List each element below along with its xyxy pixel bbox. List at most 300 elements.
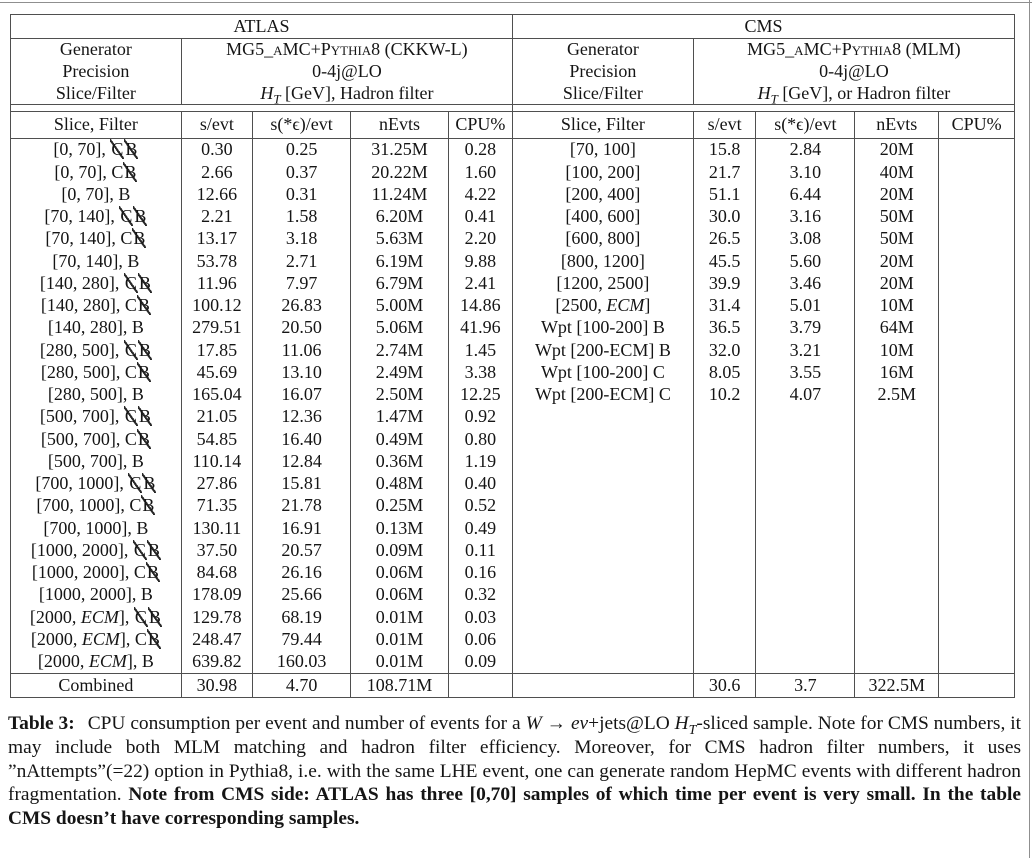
cell-cpu-pct: 0.03 bbox=[464, 606, 497, 627]
cell-empty bbox=[939, 406, 1014, 428]
cell-empty bbox=[513, 517, 693, 539]
atlas-meta-label-2: Slice/Filter bbox=[11, 82, 181, 104]
cell-cpu-pct bbox=[939, 161, 1014, 183]
cms-combined-row bbox=[513, 673, 1014, 697]
cell-slice-filter: [700, 1000], CB bbox=[11, 495, 181, 517]
cell-s-eps-evt: 26.83 bbox=[252, 295, 350, 317]
cell-nevts: 0.48M bbox=[351, 473, 449, 495]
cell-cpu-pct: 14.86 bbox=[460, 295, 501, 316]
cell-slice-filter: [280, 500], B bbox=[11, 384, 181, 406]
cell-slice-filter: [800, 1200] bbox=[513, 250, 693, 272]
cms-empty-row bbox=[513, 539, 1014, 561]
atlas-table-row bbox=[11, 138, 512, 161]
cell-empty bbox=[939, 606, 1014, 628]
cell-slice-filter: [2500, ECM] bbox=[513, 295, 693, 317]
cell-s-evt: 39.9 bbox=[693, 272, 756, 294]
cell-cpu-pct bbox=[939, 339, 1014, 361]
cell-nevts: 20.22M bbox=[351, 161, 449, 183]
atlas-col-header-4: CPU% bbox=[448, 111, 512, 138]
cms-meta-label-2: Slice/Filter bbox=[513, 82, 693, 104]
cell-empty bbox=[693, 450, 756, 472]
cell-empty bbox=[756, 628, 855, 650]
atlas-col-header-3: nEvts bbox=[351, 111, 449, 138]
page-frame-right-line bbox=[1029, 0, 1030, 858]
cell-s-eps-evt: 5.01 bbox=[756, 295, 855, 317]
cell-s-eps-evt: 3.46 bbox=[756, 272, 855, 294]
cell-s-eps-evt: 15.81 bbox=[252, 473, 350, 495]
cell-empty bbox=[756, 406, 855, 428]
cell-empty bbox=[855, 406, 939, 428]
cell-cpu-pct bbox=[939, 228, 1014, 250]
cell-nevts: 20M bbox=[855, 250, 939, 272]
cms-table-row bbox=[513, 384, 1014, 406]
cms-table-row bbox=[513, 228, 1014, 250]
atlas-table-row bbox=[11, 628, 512, 650]
atlas-table-row bbox=[11, 228, 512, 250]
cell-nevts: 0.01M bbox=[351, 651, 449, 674]
cms-table-row bbox=[513, 161, 1014, 183]
cell-nevts: 64M bbox=[855, 317, 939, 339]
cell-empty bbox=[693, 495, 756, 517]
cell-s-evt: 100.12 bbox=[181, 295, 252, 317]
cell-slice-filter: [1000, 2000], B bbox=[11, 584, 181, 606]
atlas-table-row bbox=[11, 183, 512, 205]
cell-nevts: 16M bbox=[855, 361, 939, 383]
cell-cpu-pct: 0.40 bbox=[464, 473, 497, 494]
cell-empty bbox=[513, 428, 693, 450]
cell-empty bbox=[855, 584, 939, 606]
cms-rule-gap bbox=[513, 104, 1014, 111]
cell-s-evt: 30.0 bbox=[693, 206, 756, 228]
cell-s-evt: 639.82 bbox=[181, 651, 252, 674]
cell-cpu-pct: 2.41 bbox=[464, 272, 497, 293]
cell-slice-filter: [1200, 2500] bbox=[513, 272, 693, 294]
cell-slice-filter: [2000, ECM], C B bbox=[11, 606, 181, 628]
cell-s-evt: 27.86 bbox=[181, 473, 252, 495]
atlas-table-row bbox=[11, 250, 512, 272]
cell-slice-filter: [140, 280], C B bbox=[11, 272, 181, 294]
cell-empty bbox=[513, 495, 693, 517]
cell-s-evt: 12.66 bbox=[181, 183, 252, 205]
cell-cpu-pct: 0.80 bbox=[464, 428, 497, 449]
cell-s-eps-evt: 2.84 bbox=[756, 138, 855, 161]
cell-cpu-pct bbox=[939, 138, 1014, 161]
cell-slice-filter: [1000, 2000], CB bbox=[11, 562, 181, 584]
cell-nevts: 2.50M bbox=[351, 384, 449, 406]
cell-s-eps-evt: 2.71 bbox=[252, 250, 350, 272]
cell-s-eps-evt: 3.79 bbox=[756, 317, 855, 339]
cell-nevts: 20M bbox=[855, 138, 939, 161]
table-caption bbox=[8, 712, 1021, 831]
cell-empty bbox=[513, 450, 693, 472]
cell-empty bbox=[756, 651, 855, 674]
cell-empty bbox=[855, 651, 939, 674]
atlas-table-row bbox=[11, 317, 512, 339]
cms-empty-row bbox=[513, 651, 1014, 674]
cms-empty-row bbox=[513, 450, 1014, 472]
atlas-table-row bbox=[11, 539, 512, 561]
cell-combined-value-2: 108.71M bbox=[351, 673, 449, 697]
cell-empty bbox=[855, 606, 939, 628]
cell-s-eps-evt: 20.57 bbox=[252, 539, 350, 561]
cell-s-evt: 13.17 bbox=[181, 228, 252, 250]
cell-s-eps-evt: 3.08 bbox=[756, 228, 855, 250]
cell-empty bbox=[939, 539, 1014, 561]
cpu-consumption-table bbox=[10, 14, 1015, 698]
cms-table-row bbox=[513, 317, 1014, 339]
cell-nevts: 31.25M bbox=[351, 138, 449, 161]
cell-slice-filter: [70, 140], CB bbox=[11, 228, 181, 250]
cell-slice-filter: [70, 140], B bbox=[11, 250, 181, 272]
cell-s-eps-evt: 5.60 bbox=[756, 250, 855, 272]
cell-s-evt: 15.8 bbox=[693, 138, 756, 161]
cell-nevts: 0.25M bbox=[351, 495, 449, 517]
cell-s-evt: 165.04 bbox=[181, 384, 252, 406]
cell-cpu-pct: 0.06 bbox=[464, 628, 497, 649]
cms-empty-row bbox=[513, 428, 1014, 450]
cell-combined-value-2: 322.5M bbox=[855, 673, 939, 697]
cell-s-evt: 32.0 bbox=[693, 339, 756, 361]
cell-empty bbox=[756, 584, 855, 606]
cms-empty-row bbox=[513, 562, 1014, 584]
cell-cpu-pct bbox=[939, 250, 1014, 272]
cell-cpu-pct: 0.28 bbox=[464, 139, 497, 160]
atlas-table-row bbox=[11, 206, 512, 228]
cell-nevts: 0.01M bbox=[351, 628, 449, 650]
caption-label: Table 3: bbox=[8, 713, 75, 734]
cell-s-evt: 21.7 bbox=[693, 161, 756, 183]
cell-combined-value-3 bbox=[939, 673, 1014, 697]
cms-col-header-0: Slice, Filter bbox=[513, 111, 693, 138]
cell-combined-value-0: 30.98 bbox=[181, 673, 252, 697]
cell-empty bbox=[855, 473, 939, 495]
cell-slice-filter: Wpt [200-ECM] B bbox=[513, 339, 693, 361]
cell-slice-filter: [200, 400] bbox=[513, 183, 693, 205]
cell-s-evt: 37.50 bbox=[181, 539, 252, 561]
cell-combined-value-3 bbox=[448, 673, 512, 697]
cell-slice-filter: [600, 800] bbox=[513, 228, 693, 250]
cms-table bbox=[513, 15, 1014, 697]
cell-s-eps-evt: 3.16 bbox=[756, 206, 855, 228]
cms-col-header-3: nEvts bbox=[855, 111, 939, 138]
cell-s-eps-evt: 0.25 bbox=[252, 138, 350, 161]
cell-slice-filter: [0, 70], B bbox=[11, 183, 181, 205]
cell-s-eps-evt: 12.36 bbox=[252, 406, 350, 428]
cell-slice-filter: [500, 700], B bbox=[11, 450, 181, 472]
cell-s-eps-evt: 3.21 bbox=[756, 339, 855, 361]
cell-cpu-pct: 4.22 bbox=[464, 183, 497, 204]
cell-empty bbox=[513, 651, 693, 674]
cell-s-eps-evt: 25.66 bbox=[252, 584, 350, 606]
cell-s-eps-evt: 3.55 bbox=[756, 361, 855, 383]
cell-s-evt: 178.09 bbox=[181, 584, 252, 606]
cell-cpu-pct bbox=[939, 317, 1014, 339]
atlas-table-row bbox=[11, 339, 512, 361]
cell-nevts: 5.63M bbox=[351, 228, 449, 250]
cell-empty bbox=[693, 473, 756, 495]
cms-empty-row bbox=[513, 495, 1014, 517]
cell-s-evt: 17.85 bbox=[181, 339, 252, 361]
cell-s-evt: 11.96 bbox=[181, 272, 252, 294]
cell-s-eps-evt: 160.03 bbox=[252, 651, 350, 674]
cell-nevts: 10M bbox=[855, 339, 939, 361]
cms-table-row bbox=[513, 339, 1014, 361]
cell-nevts: 11.24M bbox=[351, 183, 449, 205]
cms-meta-value-2: $H_T$ [GeV], or Hadron filter bbox=[757, 82, 951, 105]
cell-empty bbox=[756, 450, 855, 472]
cell-nevts: 0.13M bbox=[351, 517, 449, 539]
cell-cpu-pct: 2.20 bbox=[464, 228, 497, 249]
cell-slice-filter: [2000, ECM], CB bbox=[11, 628, 181, 650]
cell-slice-filter: [1000, 2000], C B bbox=[11, 539, 181, 561]
atlas-col-header-1: s/evt bbox=[181, 111, 252, 138]
cell-s-evt: 129.78 bbox=[181, 606, 252, 628]
cell-nevts: 2.49M bbox=[351, 361, 449, 383]
cell-empty bbox=[693, 428, 756, 450]
cms-table-row bbox=[513, 206, 1014, 228]
atlas-table-row bbox=[11, 384, 512, 406]
cell-empty bbox=[693, 584, 756, 606]
cell-s-eps-evt: 16.91 bbox=[252, 517, 350, 539]
cell-empty bbox=[939, 473, 1014, 495]
cell-empty bbox=[513, 406, 693, 428]
cell-s-evt: 110.14 bbox=[181, 450, 252, 472]
cell-cpu-pct: 1.60 bbox=[464, 161, 497, 182]
atlas-meta-label-0: Generator bbox=[11, 39, 181, 61]
cell-cpu-pct bbox=[939, 183, 1014, 205]
cell-s-evt: 2.21 bbox=[181, 206, 252, 228]
cell-cpu-pct: 0.32 bbox=[464, 584, 497, 605]
atlas-meta-value-1: 0-4j@LO bbox=[312, 60, 382, 81]
cms-title: CMS bbox=[513, 15, 1014, 39]
cell-s-eps-evt: 4.07 bbox=[756, 384, 855, 406]
cell-empty bbox=[939, 562, 1014, 584]
cell-slice-filter: Wpt [100-200] B bbox=[513, 317, 693, 339]
cell-nevts: 50M bbox=[855, 206, 939, 228]
cell-cpu-pct: 12.25 bbox=[460, 384, 501, 405]
cell-slice-filter: [70, 100] bbox=[513, 138, 693, 161]
atlas-meta-value-0: MG5_aMC+Pythia8 (CKKW-L) bbox=[226, 39, 468, 60]
cell-slice-filter: Wpt [100-200] C bbox=[513, 361, 693, 383]
atlas-table-row bbox=[11, 651, 512, 674]
cms-empty-row bbox=[513, 628, 1014, 650]
cms-table-row bbox=[513, 295, 1014, 317]
cms-empty-row bbox=[513, 473, 1014, 495]
cell-nevts: 6.79M bbox=[351, 272, 449, 294]
cell-combined-label: Combined bbox=[11, 673, 181, 697]
cell-cpu-pct bbox=[939, 384, 1014, 406]
cell-empty bbox=[693, 406, 756, 428]
cell-s-eps-evt: 3.10 bbox=[756, 161, 855, 183]
atlas-table-row bbox=[11, 473, 512, 495]
cell-empty bbox=[855, 628, 939, 650]
cell-slice-filter: Wpt [200-ECM] C bbox=[513, 384, 693, 406]
atlas-combined-row bbox=[11, 673, 512, 697]
cell-empty bbox=[513, 539, 693, 561]
cell-empty bbox=[756, 539, 855, 561]
cell-empty bbox=[855, 450, 939, 472]
cell-empty bbox=[693, 606, 756, 628]
cell-nevts: 0.49M bbox=[351, 428, 449, 450]
cell-cpu-pct bbox=[939, 361, 1014, 383]
cell-cpu-pct: 1.19 bbox=[464, 450, 497, 471]
cell-nevts: 50M bbox=[855, 228, 939, 250]
cell-slice-filter: [500, 700], CB bbox=[11, 428, 181, 450]
cell-s-evt: 2.66 bbox=[181, 161, 252, 183]
cell-nevts: 40M bbox=[855, 161, 939, 183]
cell-nevts: 0.06M bbox=[351, 562, 449, 584]
cell-s-evt: 45.5 bbox=[693, 250, 756, 272]
cell-cpu-pct: 0.52 bbox=[464, 495, 497, 516]
cell-s-evt: 8.05 bbox=[693, 361, 756, 383]
cell-cpu-pct: 3.38 bbox=[464, 361, 497, 382]
atlas-table-row bbox=[11, 161, 512, 183]
cell-nevts: 2.5M bbox=[855, 384, 939, 406]
cell-slice-filter: [0, 70], CB bbox=[11, 161, 181, 183]
cell-cpu-pct bbox=[939, 206, 1014, 228]
cell-cpu-pct: 41.96 bbox=[460, 317, 501, 338]
cell-empty bbox=[756, 495, 855, 517]
cell-empty bbox=[939, 450, 1014, 472]
cell-nevts: 5.06M bbox=[351, 317, 449, 339]
cell-s-eps-evt: 7.97 bbox=[252, 272, 350, 294]
cell-slice-filter: [70, 140], C B bbox=[11, 206, 181, 228]
cell-s-evt: 130.11 bbox=[181, 517, 252, 539]
cell-slice-filter: [700, 1000], B bbox=[11, 517, 181, 539]
cell-slice-filter: [140, 280], CB bbox=[11, 295, 181, 317]
atlas-rule-gap bbox=[11, 104, 512, 111]
cell-empty bbox=[855, 539, 939, 561]
cell-slice-filter: [0, 70], C B bbox=[11, 138, 181, 161]
cell-cpu-pct bbox=[939, 295, 1014, 317]
atlas-table-row bbox=[11, 361, 512, 383]
cms-col-header-4: CPU% bbox=[939, 111, 1014, 138]
cell-empty bbox=[939, 651, 1014, 674]
cell-cpu-pct: 9.88 bbox=[464, 250, 497, 271]
cms-table-row bbox=[513, 138, 1014, 161]
cell-s-eps-evt: 26.16 bbox=[252, 562, 350, 584]
cell-slice-filter: [140, 280], B bbox=[11, 317, 181, 339]
cell-s-evt: 71.35 bbox=[181, 495, 252, 517]
atlas-table-row bbox=[11, 272, 512, 294]
cell-s-eps-evt: 16.07 bbox=[252, 384, 350, 406]
cell-cpu-pct: 0.41 bbox=[464, 206, 497, 227]
cell-empty bbox=[513, 473, 693, 495]
cms-empty-row bbox=[513, 517, 1014, 539]
cell-s-eps-evt: 79.44 bbox=[252, 628, 350, 650]
atlas-col-header-0: Slice, Filter bbox=[11, 111, 181, 138]
cms-empty-row bbox=[513, 584, 1014, 606]
cell-empty bbox=[513, 628, 693, 650]
cell-empty bbox=[756, 562, 855, 584]
cms-meta-value-1: 0-4j@LO bbox=[819, 60, 889, 81]
cell-empty bbox=[855, 495, 939, 517]
cms-meta-label-1: Precision bbox=[513, 61, 693, 83]
page-frame-top-line bbox=[0, 2, 1032, 3]
caption-text: CPU consumption per event and number of events for a W → eν+jets@LO $H_T$-sliced sample. Note for CMS numbers, it may include both MLM matching and hadron filter efficiency. Moreover, for CMS hadron filter numbers, it uses ”nAttempts”(=22) option in Pythia8, i.e. with the same LHE event, one can generate random HepMC events with different hadron fragmentation. Note from CMS side: ATLAS has three [0,70] samples of which time per event is very small. In the table CMS doesn’t have corresponding samples. bbox=[8, 713, 1021, 830]
atlas-table-row bbox=[11, 562, 512, 584]
cell-slice-filter: [700, 1000], C B bbox=[11, 473, 181, 495]
cell-cpu-pct: 0.09 bbox=[464, 651, 497, 672]
cell-s-evt: 84.68 bbox=[181, 562, 252, 584]
cell-cpu-pct bbox=[939, 272, 1014, 294]
cms-col-header-2: s(*ϵ)/evt bbox=[756, 111, 855, 138]
cell-s-eps-evt: 1.58 bbox=[252, 206, 350, 228]
cms-meta-label-0: Generator bbox=[513, 39, 693, 61]
cell-cpu-pct: 0.49 bbox=[464, 517, 497, 538]
cell-combined-label bbox=[513, 673, 693, 697]
cell-empty bbox=[855, 428, 939, 450]
cell-empty bbox=[693, 628, 756, 650]
cell-empty bbox=[513, 584, 693, 606]
cell-empty bbox=[855, 562, 939, 584]
cell-nevts: 6.20M bbox=[351, 206, 449, 228]
atlas-table-row bbox=[11, 428, 512, 450]
cell-empty bbox=[693, 539, 756, 561]
cell-s-evt: 51.1 bbox=[693, 183, 756, 205]
cell-empty bbox=[756, 473, 855, 495]
atlas-table-row bbox=[11, 450, 512, 472]
cms-empty-row bbox=[513, 406, 1014, 428]
cell-s-eps-evt: 16.40 bbox=[252, 428, 350, 450]
cell-s-evt: 26.5 bbox=[693, 228, 756, 250]
cms-table-row bbox=[513, 250, 1014, 272]
cell-nevts: 20M bbox=[855, 272, 939, 294]
cell-empty bbox=[939, 584, 1014, 606]
atlas-table-row bbox=[11, 517, 512, 539]
cell-nevts: 10M bbox=[855, 295, 939, 317]
cms-col-header-1: s/evt bbox=[693, 111, 756, 138]
cell-nevts: 0.01M bbox=[351, 606, 449, 628]
cell-s-eps-evt: 13.10 bbox=[252, 361, 350, 383]
cell-combined-value-0: 30.6 bbox=[693, 673, 756, 697]
cell-nevts: 0.09M bbox=[351, 539, 449, 561]
cell-cpu-pct: 0.11 bbox=[465, 539, 496, 560]
cell-s-evt: 10.2 bbox=[693, 384, 756, 406]
cms-meta-value-0: MG5_aMC+Pythia8 (MLM) bbox=[747, 39, 961, 60]
cell-empty bbox=[756, 428, 855, 450]
cms-table-row bbox=[513, 361, 1014, 383]
cms-empty-row bbox=[513, 606, 1014, 628]
cell-nevts: 1.47M bbox=[351, 406, 449, 428]
cms-table-row bbox=[513, 272, 1014, 294]
cell-empty bbox=[513, 606, 693, 628]
cell-nevts: 20M bbox=[855, 183, 939, 205]
atlas-title: ATLAS bbox=[11, 15, 512, 39]
cell-s-evt: 21.05 bbox=[181, 406, 252, 428]
cell-s-eps-evt: 11.06 bbox=[252, 339, 350, 361]
atlas-panel bbox=[11, 15, 512, 697]
cell-empty bbox=[939, 628, 1014, 650]
cell-nevts: 2.74M bbox=[351, 339, 449, 361]
cell-nevts: 0.06M bbox=[351, 584, 449, 606]
cell-s-evt: 279.51 bbox=[181, 317, 252, 339]
cell-s-eps-evt: 68.19 bbox=[252, 606, 350, 628]
cell-empty bbox=[756, 606, 855, 628]
cell-nevts: 6.19M bbox=[351, 250, 449, 272]
cell-nevts: 5.00M bbox=[351, 295, 449, 317]
cell-empty bbox=[756, 517, 855, 539]
cell-empty bbox=[939, 517, 1014, 539]
cell-cpu-pct: 0.16 bbox=[464, 562, 497, 583]
atlas-table bbox=[11, 15, 512, 697]
cms-panel bbox=[512, 15, 1014, 697]
cell-s-evt: 53.78 bbox=[181, 250, 252, 272]
cell-cpu-pct: 0.92 bbox=[464, 406, 497, 427]
cell-s-evt: 45.69 bbox=[181, 361, 252, 383]
cell-empty bbox=[693, 562, 756, 584]
atlas-table-row bbox=[11, 406, 512, 428]
